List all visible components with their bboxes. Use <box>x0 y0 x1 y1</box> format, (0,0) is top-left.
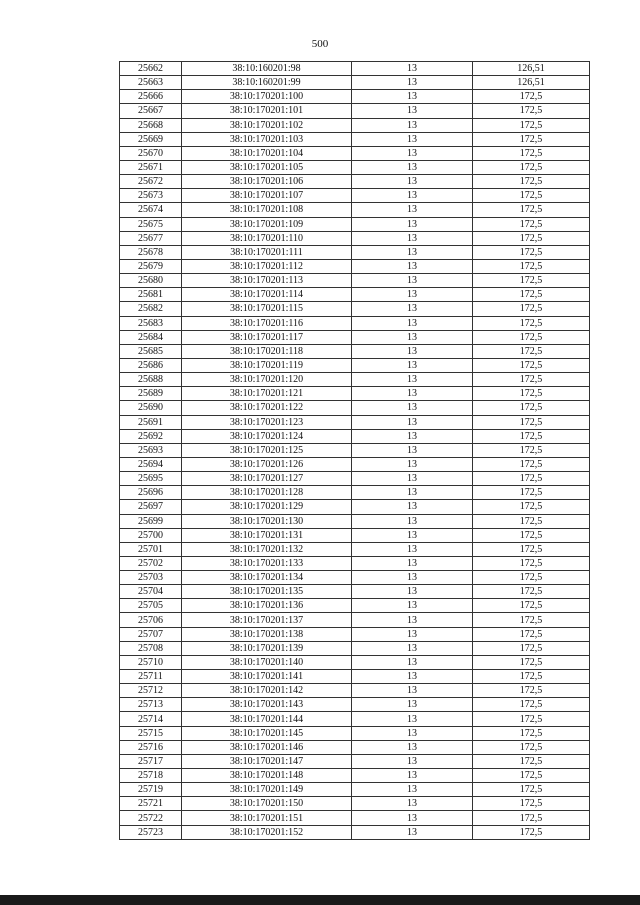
cadastral-number-cell: 38:10:170201:115 <box>182 302 352 316</box>
cadastral-number-cell: 38:10:170201:152 <box>182 825 352 839</box>
record-number-cell: 25690 <box>120 401 182 415</box>
table-row <box>120 769 590 783</box>
count-cell: 13 <box>352 203 473 217</box>
cadastral-table <box>119 61 590 840</box>
count-cell: 13 <box>352 486 473 500</box>
cadastral-number-cell: 38:10:170201:107 <box>182 189 352 203</box>
table-row <box>120 655 590 669</box>
count-cell: 13 <box>352 302 473 316</box>
count-cell: 13 <box>352 698 473 712</box>
count-cell: 13 <box>352 457 473 471</box>
cadastral-number-cell: 38:10:170201:137 <box>182 613 352 627</box>
count-cell: 13 <box>352 443 473 457</box>
table-row <box>120 670 590 684</box>
value-cell: 172,5 <box>473 528 590 542</box>
table-row <box>120 627 590 641</box>
count-cell: 13 <box>352 641 473 655</box>
table-row <box>120 712 590 726</box>
cadastral-number-cell: 38:10:170201:131 <box>182 528 352 542</box>
cadastral-number-cell: 38:10:170201:122 <box>182 401 352 415</box>
table-row <box>120 401 590 415</box>
cadastral-number-cell: 38:10:170201:119 <box>182 358 352 372</box>
table-row <box>120 231 590 245</box>
table-row <box>120 500 590 514</box>
value-cell: 172,5 <box>473 146 590 160</box>
record-number-cell: 25678 <box>120 245 182 259</box>
scan-bottom-edge <box>0 895 640 905</box>
table-row <box>120 203 590 217</box>
value-cell: 172,5 <box>473 472 590 486</box>
table-row <box>120 613 590 627</box>
table-row <box>120 132 590 146</box>
count-cell: 13 <box>352 245 473 259</box>
value-cell: 172,5 <box>473 387 590 401</box>
value-cell: 172,5 <box>473 754 590 768</box>
cadastral-number-cell: 38:10:170201:110 <box>182 231 352 245</box>
value-cell: 172,5 <box>473 542 590 556</box>
cadastral-number-cell: 38:10:170201:114 <box>182 288 352 302</box>
cadastral-number-cell: 38:10:170201:134 <box>182 571 352 585</box>
table-row <box>120 344 590 358</box>
count-cell: 13 <box>352 571 473 585</box>
table-row <box>120 726 590 740</box>
value-cell: 172,5 <box>473 231 590 245</box>
record-number-cell: 25713 <box>120 698 182 712</box>
cadastral-number-cell: 38:10:170201:112 <box>182 259 352 273</box>
count-cell: 13 <box>352 528 473 542</box>
cadastral-number-cell: 38:10:170201:109 <box>182 217 352 231</box>
record-number-cell: 25682 <box>120 302 182 316</box>
count-cell: 13 <box>352 231 473 245</box>
count-cell: 13 <box>352 712 473 726</box>
value-cell: 172,5 <box>473 599 590 613</box>
count-cell: 13 <box>352 429 473 443</box>
value-cell: 172,5 <box>473 797 590 811</box>
record-number-cell: 25716 <box>120 740 182 754</box>
value-cell: 126,51 <box>473 62 590 76</box>
cadastral-number-cell: 38:10:170201:141 <box>182 670 352 684</box>
table-row <box>120 316 590 330</box>
count-cell: 13 <box>352 330 473 344</box>
cadastral-number-cell: 38:10:170201:102 <box>182 118 352 132</box>
value-cell: 172,5 <box>473 457 590 471</box>
table-row <box>120 160 590 174</box>
count-cell: 13 <box>352 274 473 288</box>
cadastral-number-cell: 38:10:170201:125 <box>182 443 352 457</box>
value-cell: 172,5 <box>473 655 590 669</box>
record-number-cell: 25693 <box>120 443 182 457</box>
count-cell: 13 <box>352 472 473 486</box>
table-body <box>120 62 590 840</box>
count-cell: 13 <box>352 189 473 203</box>
record-number-cell: 25722 <box>120 811 182 825</box>
value-cell: 172,5 <box>473 726 590 740</box>
count-cell: 13 <box>352 825 473 839</box>
value-cell: 172,5 <box>473 670 590 684</box>
count-cell: 13 <box>352 132 473 146</box>
cadastral-number-cell: 38:10:170201:148 <box>182 769 352 783</box>
count-cell: 13 <box>352 740 473 754</box>
table-row <box>120 146 590 160</box>
value-cell: 172,5 <box>473 486 590 500</box>
value-cell: 172,5 <box>473 104 590 118</box>
table-row <box>120 259 590 273</box>
value-cell: 172,5 <box>473 613 590 627</box>
cadastral-number-cell: 38:10:170201:117 <box>182 330 352 344</box>
count-cell: 13 <box>352 556 473 570</box>
value-cell: 172,5 <box>473 712 590 726</box>
value-cell: 172,5 <box>473 160 590 174</box>
cadastral-number-cell: 38:10:170201:101 <box>182 104 352 118</box>
record-number-cell: 25707 <box>120 627 182 641</box>
record-number-cell: 25699 <box>120 514 182 528</box>
record-number-cell: 25692 <box>120 429 182 443</box>
value-cell: 172,5 <box>473 189 590 203</box>
record-number-cell: 25673 <box>120 189 182 203</box>
value-cell: 172,5 <box>473 415 590 429</box>
table-row <box>120 556 590 570</box>
cadastral-number-cell: 38:10:170201:126 <box>182 457 352 471</box>
value-cell: 172,5 <box>473 288 590 302</box>
count-cell: 13 <box>352 670 473 684</box>
record-number-cell: 25723 <box>120 825 182 839</box>
count-cell: 13 <box>352 401 473 415</box>
count-cell: 13 <box>352 783 473 797</box>
cadastral-number-cell: 38:10:170201:100 <box>182 90 352 104</box>
count-cell: 13 <box>352 316 473 330</box>
record-number-cell: 25719 <box>120 783 182 797</box>
record-number-cell: 25688 <box>120 373 182 387</box>
cadastral-number-cell: 38:10:170201:108 <box>182 203 352 217</box>
cadastral-number-cell: 38:10:170201:130 <box>182 514 352 528</box>
table-row <box>120 387 590 401</box>
count-cell: 13 <box>352 90 473 104</box>
value-cell: 172,5 <box>473 811 590 825</box>
count-cell: 13 <box>352 104 473 118</box>
cadastral-number-cell: 38:10:170201:103 <box>182 132 352 146</box>
value-cell: 172,5 <box>473 274 590 288</box>
record-number-cell: 25704 <box>120 585 182 599</box>
record-number-cell: 25703 <box>120 571 182 585</box>
record-number-cell: 25684 <box>120 330 182 344</box>
record-number-cell: 25712 <box>120 684 182 698</box>
record-number-cell: 25701 <box>120 542 182 556</box>
value-cell: 172,5 <box>473 684 590 698</box>
value-cell: 172,5 <box>473 401 590 415</box>
record-number-cell: 25700 <box>120 528 182 542</box>
record-number-cell: 25680 <box>120 274 182 288</box>
value-cell: 172,5 <box>473 217 590 231</box>
value-cell: 172,5 <box>473 740 590 754</box>
value-cell: 172,5 <box>473 175 590 189</box>
record-number-cell: 25669 <box>120 132 182 146</box>
cadastral-number-cell: 38:10:170201:146 <box>182 740 352 754</box>
table-row <box>120 429 590 443</box>
table-row <box>120 189 590 203</box>
count-cell: 13 <box>352 542 473 556</box>
cadastral-number-cell: 38:10:170201:123 <box>182 415 352 429</box>
table-row <box>120 754 590 768</box>
value-cell: 172,5 <box>473 641 590 655</box>
record-number-cell: 25714 <box>120 712 182 726</box>
count-cell: 13 <box>352 514 473 528</box>
value-cell: 172,5 <box>473 769 590 783</box>
value-cell: 172,5 <box>473 514 590 528</box>
table-row <box>120 783 590 797</box>
value-cell: 172,5 <box>473 783 590 797</box>
count-cell: 13 <box>352 344 473 358</box>
record-number-cell: 25674 <box>120 203 182 217</box>
record-number-cell: 25679 <box>120 259 182 273</box>
table-row <box>120 415 590 429</box>
count-cell: 13 <box>352 797 473 811</box>
value-cell: 172,5 <box>473 302 590 316</box>
count-cell: 13 <box>352 500 473 514</box>
cadastral-number-cell: 38:10:170201:118 <box>182 344 352 358</box>
table-row <box>120 62 590 76</box>
count-cell: 13 <box>352 585 473 599</box>
cadastral-number-cell: 38:10:170201:113 <box>182 274 352 288</box>
count-cell: 13 <box>352 684 473 698</box>
cadastral-number-cell: 38:10:170201:132 <box>182 542 352 556</box>
value-cell: 172,5 <box>473 429 590 443</box>
table-row <box>120 217 590 231</box>
count-cell: 13 <box>352 217 473 231</box>
table-row <box>120 528 590 542</box>
count-cell: 13 <box>352 599 473 613</box>
page-number: 500 <box>311 38 329 50</box>
record-number-cell: 25685 <box>120 344 182 358</box>
table-row <box>120 175 590 189</box>
table-row <box>120 641 590 655</box>
value-cell: 172,5 <box>473 132 590 146</box>
table-row <box>120 698 590 712</box>
value-cell: 172,5 <box>473 373 590 387</box>
record-number-cell: 25702 <box>120 556 182 570</box>
record-number-cell: 25695 <box>120 472 182 486</box>
value-cell: 172,5 <box>473 698 590 712</box>
table-row <box>120 118 590 132</box>
table-row <box>120 245 590 259</box>
cadastral-number-cell: 38:10:170201:116 <box>182 316 352 330</box>
cadastral-number-cell: 38:10:170201:127 <box>182 472 352 486</box>
count-cell: 13 <box>352 655 473 669</box>
value-cell: 172,5 <box>473 90 590 104</box>
count-cell: 13 <box>352 358 473 372</box>
record-number-cell: 25691 <box>120 415 182 429</box>
record-number-cell: 25686 <box>120 358 182 372</box>
table-row <box>120 740 590 754</box>
value-cell: 172,5 <box>473 203 590 217</box>
cadastral-number-cell: 38:10:170201:139 <box>182 641 352 655</box>
value-cell: 172,5 <box>473 344 590 358</box>
cadastral-number-cell: 38:10:170201:136 <box>182 599 352 613</box>
table-row <box>120 76 590 90</box>
count-cell: 13 <box>352 118 473 132</box>
value-cell: 172,5 <box>473 316 590 330</box>
table-row <box>120 373 590 387</box>
value-cell: 172,5 <box>473 443 590 457</box>
record-number-cell: 25711 <box>120 670 182 684</box>
table-row <box>120 90 590 104</box>
cadastral-number-cell: 38:10:170201:151 <box>182 811 352 825</box>
table-row <box>120 684 590 698</box>
cadastral-number-cell: 38:10:170201:138 <box>182 627 352 641</box>
cadastral-number-cell: 38:10:170201:150 <box>182 797 352 811</box>
cadastral-number-cell: 38:10:170201:145 <box>182 726 352 740</box>
count-cell: 13 <box>352 373 473 387</box>
table-row <box>120 797 590 811</box>
cadastral-number-cell: 38:10:170201:144 <box>182 712 352 726</box>
record-number-cell: 25677 <box>120 231 182 245</box>
record-number-cell: 25715 <box>120 726 182 740</box>
cadastral-number-cell: 38:10:170201:121 <box>182 387 352 401</box>
value-cell: 172,5 <box>473 259 590 273</box>
record-number-cell: 25696 <box>120 486 182 500</box>
count-cell: 13 <box>352 387 473 401</box>
cadastral-number-cell: 38:10:170201:104 <box>182 146 352 160</box>
cadastral-number-cell: 38:10:170201:111 <box>182 245 352 259</box>
record-number-cell: 25708 <box>120 641 182 655</box>
cadastral-number-cell: 38:10:170201:106 <box>182 175 352 189</box>
count-cell: 13 <box>352 754 473 768</box>
cadastral-number-cell: 38:10:170201:135 <box>182 585 352 599</box>
count-cell: 13 <box>352 175 473 189</box>
cadastral-number-cell: 38:10:170201:129 <box>182 500 352 514</box>
cadastral-number-cell: 38:10:170201:142 <box>182 684 352 698</box>
count-cell: 13 <box>352 627 473 641</box>
count-cell: 13 <box>352 76 473 90</box>
table-row <box>120 571 590 585</box>
value-cell: 126,51 <box>473 76 590 90</box>
cadastral-number-cell: 38:10:170201:140 <box>182 655 352 669</box>
cadastral-number-cell: 38:10:170201:143 <box>182 698 352 712</box>
record-number-cell: 25667 <box>120 104 182 118</box>
count-cell: 13 <box>352 259 473 273</box>
count-cell: 13 <box>352 613 473 627</box>
cadastral-number-cell: 38:10:170201:147 <box>182 754 352 768</box>
record-number-cell: 25671 <box>120 160 182 174</box>
record-number-cell: 25666 <box>120 90 182 104</box>
table-row <box>120 358 590 372</box>
count-cell: 13 <box>352 811 473 825</box>
table-row <box>120 302 590 316</box>
record-number-cell: 25705 <box>120 599 182 613</box>
value-cell: 172,5 <box>473 556 590 570</box>
record-number-cell: 25718 <box>120 769 182 783</box>
record-number-cell: 25675 <box>120 217 182 231</box>
table-row <box>120 288 590 302</box>
value-cell: 172,5 <box>473 500 590 514</box>
value-cell: 172,5 <box>473 571 590 585</box>
record-number-cell: 25670 <box>120 146 182 160</box>
table-row <box>120 585 590 599</box>
value-cell: 172,5 <box>473 627 590 641</box>
record-number-cell: 25683 <box>120 316 182 330</box>
cadastral-number-cell: 38:10:170201:120 <box>182 373 352 387</box>
table-row <box>120 443 590 457</box>
count-cell: 13 <box>352 288 473 302</box>
record-number-cell: 25706 <box>120 613 182 627</box>
cadastral-number-cell: 38:10:170201:133 <box>182 556 352 570</box>
table-row <box>120 825 590 839</box>
count-cell: 13 <box>352 62 473 76</box>
cadastral-number-cell: 38:10:170201:124 <box>182 429 352 443</box>
record-number-cell: 25668 <box>120 118 182 132</box>
count-cell: 13 <box>352 160 473 174</box>
record-number-cell: 25662 <box>120 62 182 76</box>
table-row <box>120 274 590 288</box>
value-cell: 172,5 <box>473 118 590 132</box>
count-cell: 13 <box>352 726 473 740</box>
record-number-cell: 25710 <box>120 655 182 669</box>
value-cell: 172,5 <box>473 330 590 344</box>
count-cell: 13 <box>352 769 473 783</box>
record-number-cell: 25697 <box>120 500 182 514</box>
cadastral-number-cell: 38:10:170201:128 <box>182 486 352 500</box>
table-row <box>120 486 590 500</box>
cadastral-number-cell: 38:10:170201:105 <box>182 160 352 174</box>
table-row <box>120 457 590 471</box>
record-number-cell: 25694 <box>120 457 182 471</box>
count-cell: 13 <box>352 146 473 160</box>
table-row <box>120 514 590 528</box>
cadastral-number-cell: 38:10:160201:98 <box>182 62 352 76</box>
record-number-cell: 25672 <box>120 175 182 189</box>
table-row <box>120 472 590 486</box>
table-row <box>120 330 590 344</box>
record-number-cell: 25721 <box>120 797 182 811</box>
table-row <box>120 811 590 825</box>
table-row <box>120 599 590 613</box>
cadastral-number-cell: 38:10:170201:149 <box>182 783 352 797</box>
value-cell: 172,5 <box>473 245 590 259</box>
record-number-cell: 25689 <box>120 387 182 401</box>
value-cell: 172,5 <box>473 825 590 839</box>
value-cell: 172,5 <box>473 358 590 372</box>
cadastral-number-cell: 38:10:160201:99 <box>182 76 352 90</box>
record-number-cell: 25681 <box>120 288 182 302</box>
table-row <box>120 104 590 118</box>
count-cell: 13 <box>352 415 473 429</box>
record-number-cell: 25663 <box>120 76 182 90</box>
value-cell: 172,5 <box>473 585 590 599</box>
table-row <box>120 542 590 556</box>
record-number-cell: 25717 <box>120 754 182 768</box>
